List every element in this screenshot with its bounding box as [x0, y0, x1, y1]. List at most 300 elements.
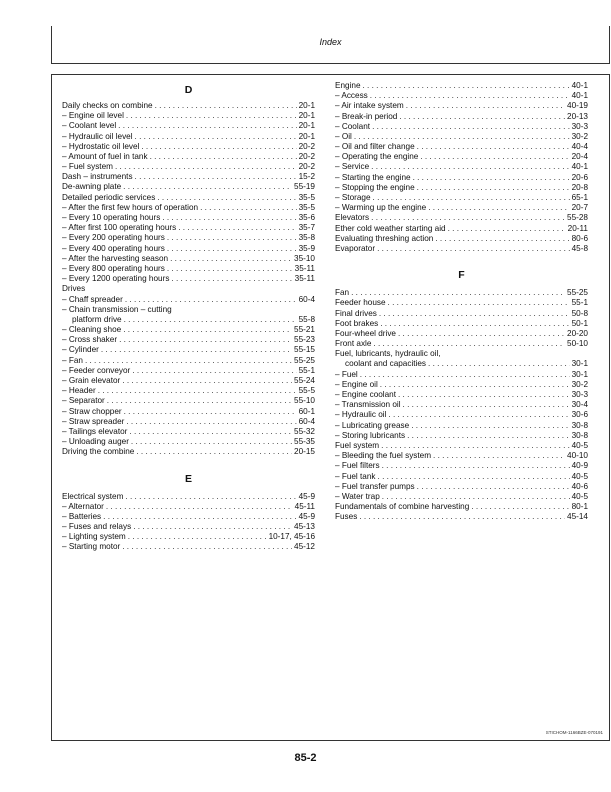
entry-page: 40-1	[571, 162, 588, 172]
dot-leader	[382, 492, 570, 502]
entry-topic: – Every 400 operating hours	[62, 243, 165, 253]
entry-page: 35-5	[298, 202, 315, 212]
index-entry	[62, 132, 315, 142]
index-content	[51, 74, 610, 741]
entry-page: 45-9	[298, 511, 315, 521]
entry-topic: – Lubricating grease	[335, 420, 410, 430]
index-entry	[335, 193, 588, 203]
entry-page: 45-11	[294, 501, 315, 511]
index-entry	[335, 101, 588, 111]
dot-leader	[157, 193, 296, 203]
entry-topic: – After first 100 operating hours	[62, 223, 177, 233]
entry-page: 60-4	[298, 416, 315, 426]
index-entry	[62, 121, 315, 131]
entry-topic: – Access	[335, 91, 368, 101]
entry-page: 20-8	[571, 182, 588, 192]
entry-topic: Engine	[335, 80, 361, 90]
index-entry	[62, 315, 315, 325]
entry-topic: – Break-in period	[335, 111, 398, 121]
index-entry	[62, 356, 315, 366]
dot-leader	[122, 376, 292, 386]
entry-topic: – Straw spreader	[62, 416, 125, 426]
entry-topic: – Stopping the engine	[335, 182, 415, 192]
entry-topic: Fuel, lubricants, hydraulic oil,	[335, 349, 441, 359]
entry-topic: Evaporator	[335, 243, 376, 253]
index-entry	[62, 295, 315, 305]
entry-topic: – Chain transmission – cutting	[62, 304, 172, 314]
entry-topic: – Batteries	[62, 511, 102, 521]
entry-topic: De-awning plate	[62, 182, 122, 192]
entry-topic: – Engine oil level	[62, 111, 124, 121]
index-entry	[62, 274, 315, 284]
index-entry	[335, 203, 588, 213]
dot-leader	[106, 502, 293, 512]
index-entry	[62, 264, 315, 274]
entry-page: 35-8	[298, 233, 315, 243]
entry-page: 20-2	[298, 151, 315, 161]
left-column	[62, 81, 315, 553]
entry-topic: Final drives	[335, 308, 377, 318]
dot-leader	[85, 356, 292, 366]
index-entry	[62, 325, 315, 335]
entry-topic: Dash – instruments	[62, 172, 133, 182]
dot-leader	[417, 142, 570, 152]
entry-page: 55-25	[294, 355, 315, 365]
dot-leader	[417, 482, 570, 492]
entry-page: 20-1	[298, 131, 315, 141]
index-entry	[335, 224, 588, 234]
entry-page: 40-5	[571, 471, 588, 481]
dot-leader	[123, 182, 292, 192]
index-entry	[335, 142, 588, 152]
dot-leader	[132, 366, 296, 376]
dot-leader	[377, 244, 570, 254]
entry-page: 55-21	[294, 325, 315, 335]
dot-leader	[124, 315, 297, 325]
index-entry	[335, 163, 588, 173]
dot-leader	[373, 339, 565, 349]
index-entry	[335, 472, 588, 482]
index-entry	[335, 370, 588, 380]
dot-leader	[119, 335, 292, 345]
dot-leader	[135, 132, 297, 142]
entry-topic: – Service	[335, 162, 370, 172]
dot-leader	[360, 370, 570, 380]
index-entry	[62, 447, 315, 457]
entry-topic: Drives	[62, 284, 86, 294]
index-entry	[335, 152, 588, 162]
entry-topic: – Fuel filters	[335, 461, 380, 471]
entry-topic: – Grain elevator	[62, 376, 121, 386]
dot-leader	[403, 400, 570, 410]
dot-leader	[167, 233, 297, 243]
index-entry	[62, 376, 315, 386]
entry-page: 40-1	[571, 80, 588, 90]
entry-page: 50-8	[571, 308, 588, 318]
entry-page: 30-2	[571, 379, 588, 389]
entry-topic: – Hydraulic oil	[335, 410, 387, 420]
document-code: STICHOM-1166BZE-070191	[545, 730, 603, 735]
dot-leader	[371, 213, 565, 223]
index-entry	[335, 298, 588, 308]
index-entry	[62, 522, 315, 532]
entry-topic: Fundamentals of combine harvesting	[335, 502, 470, 512]
entry-page: 35-11	[294, 263, 315, 273]
dot-leader	[155, 101, 297, 111]
index-entry	[335, 421, 588, 431]
dot-leader	[407, 431, 570, 441]
entry-topic: – Every 1200 operating hours	[62, 274, 170, 284]
index-entry	[62, 532, 315, 542]
dot-leader	[371, 162, 569, 172]
dot-leader	[131, 437, 292, 447]
dot-leader	[448, 224, 566, 234]
entry-topic: Feeder house	[335, 298, 386, 308]
section-e-continued-entries	[335, 81, 588, 254]
dot-leader	[122, 542, 292, 552]
entry-topic: – Starting the engine	[335, 172, 411, 182]
entry-page: 55-5	[298, 386, 315, 396]
entry-topic: – Bleeding the fuel system	[335, 451, 432, 461]
entry-page: 30-8	[571, 420, 588, 430]
dot-leader	[135, 172, 297, 182]
entry-topic: Foot brakes	[335, 318, 379, 328]
entry-topic: Front axle	[335, 339, 372, 349]
entry-topic: – Fuses and relays	[62, 522, 132, 532]
entry-topic: – After the first few hours of operation	[62, 202, 199, 212]
entry-page: 55-1	[298, 365, 315, 375]
entry-page: 55-8	[298, 314, 315, 324]
dot-leader	[167, 264, 293, 274]
index-entry	[62, 427, 315, 437]
entry-page: 30-6	[571, 410, 588, 420]
entry-page: 20-1	[298, 121, 315, 131]
index-entry	[62, 396, 315, 406]
index-entry	[335, 173, 588, 183]
page-title: Index	[319, 37, 342, 47]
dot-leader	[133, 522, 292, 532]
index-entry	[335, 288, 588, 298]
entry-topic: coolant and capacities	[345, 359, 427, 369]
entry-topic: – Every 200 operating hours	[62, 233, 165, 243]
entry-page: 35-11	[294, 274, 315, 284]
dot-leader	[125, 295, 297, 305]
entry-page: 20-13	[567, 111, 588, 121]
index-entry	[335, 112, 588, 122]
entry-page: 55-1	[571, 298, 588, 308]
entry-topic: – Fuel	[335, 369, 358, 379]
dot-leader	[115, 162, 297, 172]
entry-topic: – Coolant level	[62, 121, 117, 131]
index-entry	[335, 213, 588, 223]
index-entry	[62, 407, 315, 417]
entry-page: 45-14	[567, 512, 588, 522]
entry-topic: – Storage	[335, 193, 371, 203]
entry-page: 30-4	[571, 400, 588, 410]
section-d-entries	[62, 101, 315, 458]
dot-leader	[370, 91, 570, 101]
index-entry	[335, 390, 588, 400]
index-entry	[62, 437, 315, 447]
entry-topic: – Transmission oil	[335, 400, 401, 410]
dot-leader	[125, 492, 296, 502]
entry-topic: Fuel system	[335, 440, 380, 450]
entry-page: 20-15	[294, 447, 315, 457]
index-entry	[335, 132, 588, 142]
index-entry	[62, 386, 315, 396]
index-entry	[62, 335, 315, 345]
index-entry	[62, 152, 315, 162]
dot-leader	[101, 345, 292, 355]
index-entry	[62, 172, 315, 182]
dot-leader	[150, 152, 297, 162]
entry-page: 40-10	[567, 451, 588, 461]
entry-topic: Evaluating threshing action	[335, 233, 434, 243]
entry-topic: – Hydraulic oil level	[62, 131, 133, 141]
entry-page: 55-28	[567, 213, 588, 223]
index-entry	[62, 101, 315, 111]
dot-leader	[380, 319, 569, 329]
entry-page: 35-7	[298, 223, 315, 233]
right-column	[335, 81, 588, 523]
entry-page: 55-25	[567, 288, 588, 298]
dot-leader	[428, 359, 570, 369]
index-entry	[335, 441, 588, 451]
entry-topic: – Air intake system	[335, 101, 404, 111]
dot-leader	[129, 427, 292, 437]
index-entry	[335, 482, 588, 492]
section-letter-f: F	[458, 269, 465, 282]
entry-page: 20-6	[571, 172, 588, 182]
dot-leader	[471, 502, 569, 512]
dot-leader	[200, 203, 297, 213]
dot-leader	[417, 183, 570, 193]
index-entry	[335, 431, 588, 441]
index-entry	[335, 329, 588, 339]
index-entry	[62, 346, 315, 356]
section-letter-d: D	[184, 84, 193, 96]
entry-topic: Electrical system	[62, 491, 124, 501]
dot-leader	[435, 234, 569, 244]
index-entry	[62, 492, 315, 502]
dot-leader	[380, 380, 570, 390]
index-entry	[62, 244, 315, 254]
dot-leader	[381, 441, 569, 451]
entry-topic: – After the harvesting season	[62, 253, 169, 263]
entry-page: 20-1	[298, 100, 315, 110]
entry-page: 30-3	[571, 390, 588, 400]
entry-page: 30-8	[571, 430, 588, 440]
dot-leader	[126, 111, 297, 121]
entry-topic: – Cylinder	[62, 345, 99, 355]
index-entry	[335, 380, 588, 390]
entry-page: 55-32	[294, 426, 315, 436]
entry-topic: Daily checks on combine	[62, 100, 153, 110]
entry-page: 40-6	[571, 481, 588, 491]
index-entry	[335, 309, 588, 319]
entry-topic: – Warming up the engine	[335, 203, 427, 213]
entry-page: 55-10	[294, 396, 315, 406]
dot-leader	[107, 396, 292, 406]
entry-page: 10-17, 45-16	[268, 532, 315, 542]
dot-leader	[141, 142, 296, 152]
entry-page: 30-2	[571, 131, 588, 141]
header-box	[51, 26, 610, 64]
dot-leader	[354, 132, 570, 142]
dot-leader	[123, 325, 292, 335]
index-entry	[335, 451, 588, 461]
index-entry	[62, 284, 315, 294]
entry-page: 40-5	[571, 440, 588, 450]
index-entry	[62, 203, 315, 213]
index-entry	[62, 417, 315, 427]
entry-topic: – Fuel tank	[335, 471, 376, 481]
entry-page: 30-1	[571, 369, 588, 379]
entry-page: 40-4	[571, 142, 588, 152]
dot-leader	[128, 532, 267, 542]
index-entry	[62, 223, 315, 233]
dot-leader	[171, 274, 292, 284]
dot-leader	[103, 512, 296, 522]
page-number: 85-2	[294, 752, 317, 764]
index-entry	[335, 349, 588, 359]
index-entry	[335, 234, 588, 244]
index-entry	[62, 512, 315, 522]
dot-leader	[136, 447, 292, 457]
entry-page: 55-15	[294, 345, 315, 355]
entry-page: 50-1	[571, 318, 588, 328]
entry-page: 80-1	[571, 502, 588, 512]
entry-page: 20-4	[571, 152, 588, 162]
section-letter-e: E	[184, 472, 192, 485]
entry-topic: – Header	[62, 386, 96, 396]
dot-leader	[359, 512, 565, 522]
entry-page: 15-2	[298, 172, 315, 182]
entry-topic: platform drive	[72, 314, 122, 324]
section-f-entries	[335, 288, 588, 522]
dot-leader	[411, 421, 569, 431]
entry-topic: Elevators	[335, 213, 370, 223]
entry-topic: – Engine oil	[335, 379, 378, 389]
dot-leader	[124, 407, 297, 417]
dot-leader	[406, 101, 565, 111]
entry-topic: – Coolant	[335, 121, 371, 131]
entry-topic: – Oil	[335, 131, 352, 141]
entry-topic: – Cross shaker	[62, 335, 118, 345]
dot-leader	[420, 152, 569, 162]
entry-topic: Driving the combine	[62, 447, 135, 457]
entry-page: 50-10	[567, 339, 588, 349]
entry-topic: – Storing lubricants	[335, 430, 406, 440]
entry-page: 40-9	[571, 461, 588, 471]
dot-leader	[399, 112, 565, 122]
index-entry	[335, 502, 588, 512]
entry-page: 60-1	[298, 406, 315, 416]
entry-page: 45-12	[294, 542, 315, 552]
dot-leader	[372, 122, 570, 132]
dot-leader	[388, 410, 569, 420]
entry-page: 20-20	[567, 328, 588, 338]
dot-leader	[351, 288, 565, 298]
entry-topic: – Fuel transfer pumps	[335, 481, 415, 491]
index-entry	[62, 111, 315, 121]
index-entry	[62, 213, 315, 223]
entry-topic: – Amount of fuel in tank	[62, 151, 148, 161]
index-entry	[335, 244, 588, 254]
index-entry	[62, 502, 315, 512]
entry-page: 30-3	[571, 121, 588, 131]
dot-leader	[373, 193, 570, 203]
dot-leader	[382, 461, 570, 471]
dot-leader	[98, 386, 297, 396]
entry-page: 40-5	[571, 491, 588, 501]
index-entry	[62, 305, 315, 315]
entry-page: 55-19	[294, 182, 315, 192]
entry-topic: Ether cold weather starting aid	[335, 223, 446, 233]
index-entry	[62, 254, 315, 264]
entry-topic: – Operating the engine	[335, 152, 419, 162]
entry-topic: – Tailings elevator	[62, 426, 128, 436]
index-entry	[335, 512, 588, 522]
dot-leader	[378, 472, 570, 482]
index-entry	[62, 162, 315, 172]
entry-page: 55-35	[294, 437, 315, 447]
entry-page: 20-2	[298, 162, 315, 172]
entry-page: 45-8	[571, 243, 588, 253]
index-entry	[62, 366, 315, 376]
dot-leader	[379, 309, 570, 319]
entry-page: 40-1	[571, 91, 588, 101]
entry-topic: – Alternator	[62, 501, 104, 511]
entry-topic: – Fan	[62, 355, 83, 365]
entry-page: 45-13	[294, 522, 315, 532]
index-entry	[335, 461, 588, 471]
entry-topic: – Cleaning shoe	[62, 325, 122, 335]
entry-topic: – Feeder conveyor	[62, 365, 131, 375]
entry-page: 35-10	[294, 253, 315, 263]
entry-page: 35-9	[298, 243, 315, 253]
entry-topic: – Separator	[62, 396, 105, 406]
index-entry	[335, 91, 588, 101]
dot-leader	[388, 298, 570, 308]
index-entry	[62, 183, 315, 193]
entry-topic: – Engine coolant	[335, 390, 396, 400]
index-entry	[335, 339, 588, 349]
entry-topic: – Hydrostatic oil level	[62, 141, 140, 151]
dot-leader	[433, 451, 565, 461]
index-entry	[335, 360, 588, 370]
entry-page: 20-2	[298, 141, 315, 151]
index-entry	[62, 543, 315, 553]
entry-topic: – Chaff spreader	[62, 294, 123, 304]
dot-leader	[428, 203, 569, 213]
entry-topic: – Every 800 operating hours	[62, 263, 165, 273]
dot-leader	[178, 223, 296, 233]
entry-page: 80-6	[571, 233, 588, 243]
entry-topic: – Oil and filter change	[335, 142, 415, 152]
entry-page: 45-9	[298, 491, 315, 501]
dot-leader	[162, 213, 296, 223]
dot-leader	[398, 329, 565, 339]
entry-page: 35-5	[298, 192, 315, 202]
entry-page: 55-23	[294, 335, 315, 345]
entry-topic: Fan	[335, 288, 350, 298]
entry-topic: – Water trap	[335, 491, 380, 501]
entry-topic: Four-wheel drive	[335, 328, 396, 338]
dot-leader	[413, 173, 570, 183]
dot-leader	[398, 390, 570, 400]
index-entry	[335, 81, 588, 91]
